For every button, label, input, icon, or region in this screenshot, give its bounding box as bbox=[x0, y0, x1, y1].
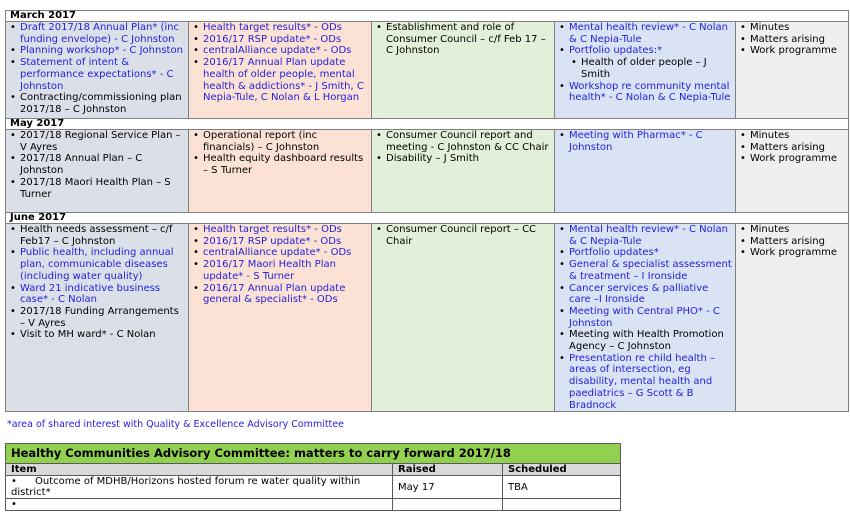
carry-forward-table bbox=[5, 443, 621, 511]
list-item: • Planning workshop* - C Johnston bbox=[20, 45, 185, 57]
table-row bbox=[6, 499, 621, 511]
list-item: • Draft 2017/18 Annual Plan* (inc funding envelope) - C Johnston bbox=[20, 22, 185, 45]
list-item: • Work programme bbox=[750, 153, 845, 165]
list-item: • Meeting with Health Promotion Agency – C Johnston bbox=[569, 329, 732, 352]
column-header-scheduled: Scheduled bbox=[503, 464, 621, 476]
list-item: • centralAlliance update* - ODs bbox=[203, 247, 368, 259]
list-item: • 2016/17 Maori Health Plan update* - S Turner bbox=[203, 259, 368, 282]
list-item: • 2017/18 Maori Health Plan – S Turner bbox=[20, 177, 185, 200]
bullet: • bbox=[11, 476, 17, 487]
programme-cell bbox=[555, 22, 736, 119]
list-item: • Portfolio updates* bbox=[569, 247, 732, 259]
month-heading: June 2017 bbox=[6, 213, 849, 224]
month-row bbox=[6, 22, 849, 119]
programme-cell bbox=[189, 22, 372, 119]
table-row bbox=[6, 476, 621, 499]
list-item: • Public health, including annual plan, communicable diseases (including water quality) bbox=[20, 247, 185, 282]
list-item: • Minutes bbox=[750, 130, 845, 142]
list-item: • Meeting with Central PHO* - C Johnston bbox=[569, 306, 732, 329]
carry-scheduled bbox=[503, 499, 621, 511]
programme-cell bbox=[555, 130, 736, 213]
list-item: • Health equity dashboard results – S Turner bbox=[203, 153, 368, 176]
list-item: • centralAlliance update* - ODs bbox=[203, 45, 368, 57]
column-header-item: Item bbox=[6, 464, 393, 476]
list-item: • 2016/17 Annual Plan update general & specialist* - ODs bbox=[203, 283, 368, 306]
list-item: • Mental health review* - C Nolan & C Nepia-Tule bbox=[569, 22, 732, 45]
programme-cell bbox=[736, 130, 849, 213]
list-item: • Ward 21 indicative business case* - C Nolan bbox=[20, 283, 185, 306]
list-item: • Mental health review* - C Nolan & C Nepia-Tule bbox=[569, 224, 732, 247]
programme-cell bbox=[189, 130, 372, 213]
programme-cell bbox=[736, 224, 849, 412]
carry-raised bbox=[393, 499, 503, 511]
month-row bbox=[6, 130, 849, 213]
programme-cell bbox=[736, 22, 849, 119]
list-item: • Contracting/commissioning plan 2017/18 – C Johnston bbox=[20, 92, 185, 115]
list-item: • 2016/17 Annual Plan update health of older people, mental health & addictions* - J Smith, C Nepia-Tule, C Nolan & L Horgan bbox=[203, 57, 368, 104]
footnote: *area of shared interest with Quality & Excellence Advisory Committee bbox=[7, 419, 344, 430]
programme-cell bbox=[372, 22, 555, 119]
list-item: • Matters arising bbox=[750, 236, 845, 248]
work-programme-table bbox=[5, 10, 849, 412]
carry-forward-title: Healthy Communities Advisory Committee: matters to carry forward 2017/18 bbox=[6, 444, 621, 464]
programme-cell bbox=[372, 224, 555, 412]
list-item: • Cancer services & palliative care –I Ironside bbox=[569, 283, 732, 306]
list-item: • Workshop re community mental health* - C Nolan & C Nepia-Tule bbox=[569, 81, 732, 104]
list-item: • Matters arising bbox=[750, 34, 845, 46]
programme-cell bbox=[189, 224, 372, 412]
list-item: • Work programme bbox=[750, 45, 845, 57]
programme-cell bbox=[555, 224, 736, 412]
list-item: • Establishment and role of Consumer Council – c/f Feb 17 – C Johnston bbox=[386, 22, 551, 57]
programme-cell bbox=[372, 130, 555, 213]
carry-item: Outcome of MDHB/Horizons hosted forum re water quality within district* bbox=[11, 476, 361, 498]
list-item: • Presentation re child health – areas of intersection, eg disability, mental health and paediatrics – G Scott & B Bradnock bbox=[569, 353, 732, 412]
list-item: • Matters arising bbox=[750, 142, 845, 154]
list-item: • Consumer Council report and meeting - C Johnston & CC Chair bbox=[386, 130, 551, 153]
list-item: • Visit to MH ward* - C Nolan bbox=[20, 329, 185, 341]
month-heading: May 2017 bbox=[6, 119, 849, 130]
programme-cell bbox=[6, 130, 189, 213]
list-item: • Health needs assessment – c/f Feb17 – C Johnston bbox=[20, 224, 185, 247]
list-item: • Consumer Council report – CC Chair bbox=[386, 224, 551, 247]
list-item: • Health target results* - ODs bbox=[203, 224, 368, 236]
programme-cell bbox=[6, 224, 189, 412]
list-item: • 2017/18 Funding Arrangements – V Ayres bbox=[20, 306, 185, 329]
month-heading: March 2017 bbox=[6, 11, 849, 22]
list-item: • Statement of intent & performance expectations* - C Johnston bbox=[20, 57, 185, 92]
list-item: • Minutes bbox=[750, 224, 845, 236]
bullet: • bbox=[11, 499, 17, 510]
list-item: • Disability – J Smith bbox=[386, 153, 551, 165]
list-item: • Health target results* - ODs bbox=[203, 22, 368, 34]
list-item: • 2016/17 RSP update* - ODs bbox=[203, 34, 368, 46]
list-item: • Work programme bbox=[750, 247, 845, 259]
list-item: • Meeting with Pharmac* - C Johnston bbox=[569, 130, 732, 153]
list-item: • Portfolio updates:* bbox=[569, 45, 732, 57]
list-item: • Minutes bbox=[750, 22, 845, 34]
carry-raised: May 17 bbox=[393, 476, 503, 499]
list-item: • Health of older people – J Smith bbox=[581, 57, 732, 80]
programme-cell bbox=[6, 22, 189, 119]
month-row bbox=[6, 224, 849, 412]
list-item: • 2017/18 Regional Service Plan – V Ayres bbox=[20, 130, 185, 153]
list-item: • Operational report (inc financials) – C Johnston bbox=[203, 130, 368, 153]
carry-scheduled: TBA bbox=[503, 476, 621, 499]
list-item: • 2016/17 RSP update* - ODs bbox=[203, 236, 368, 248]
list-item: • General & specialist assessment & treatment – I Ironside bbox=[569, 259, 732, 282]
column-header-raised: Raised bbox=[393, 464, 503, 476]
list-item: • 2017/18 Annual Plan – C Johnston bbox=[20, 153, 185, 176]
